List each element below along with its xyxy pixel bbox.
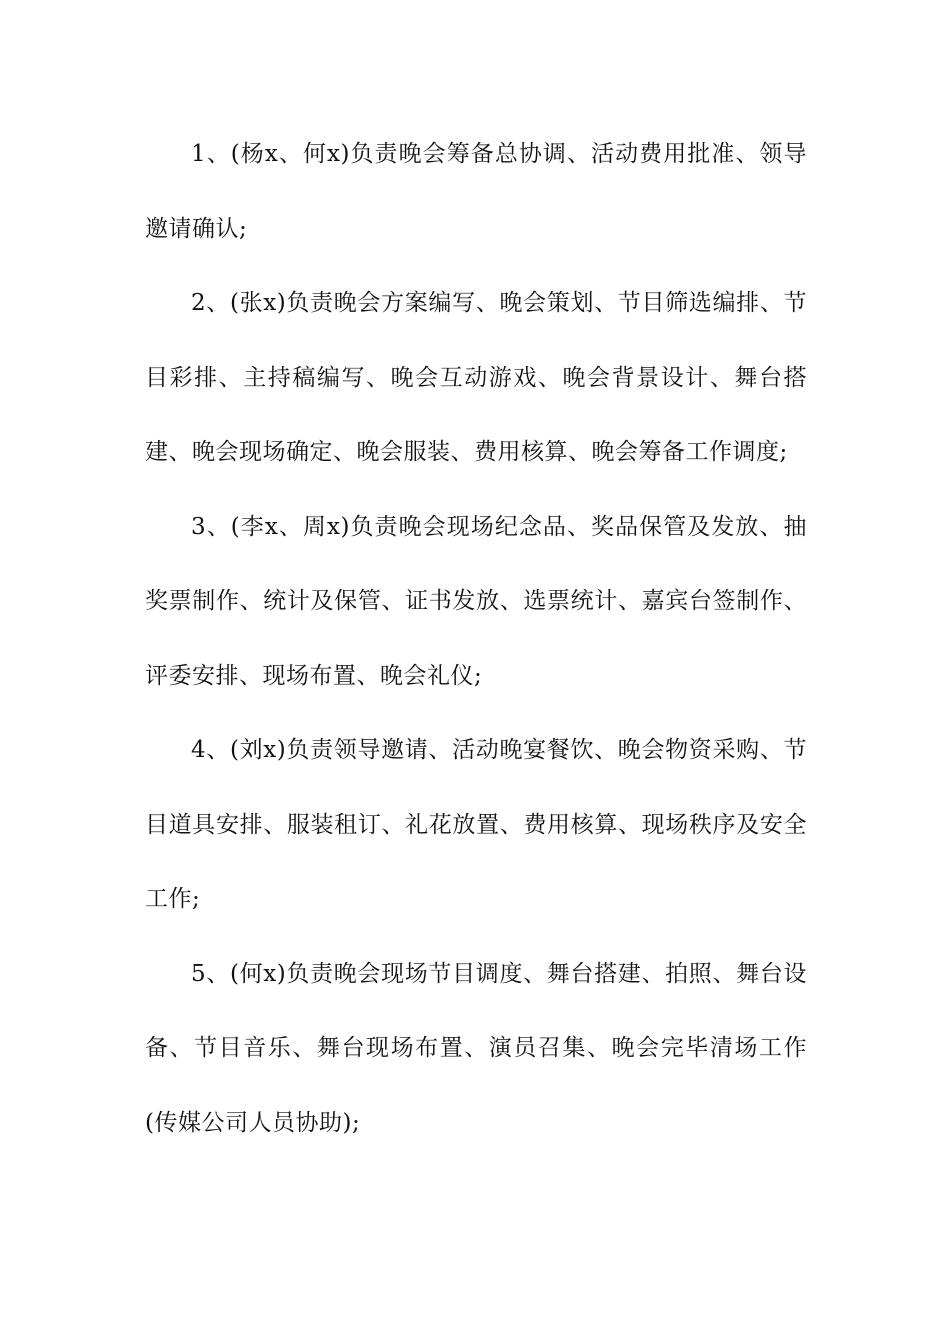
paragraph-1: 1、(杨x、何x)负责晚会筹备总协调、活动费用批准、领导邀请确认;	[145, 141, 807, 242]
paragraph-4: 4、(刘x)负责领导邀请、活动晚宴餐饮、晚会物资采购、节目道具安排、服装租订、礼花放置、费用核算、现场秩序及安全工作;	[145, 737, 807, 912]
paragraph-5: 5、(何x)负责晚会现场节目调度、舞台搭建、拍照、舞台设备、节目音乐、舞台现场布置、演员召集、晚会完毕清场工作(传媒公司人员协助);	[145, 960, 807, 1136]
paragraph-2: 2、(张x)负责晚会方案编写、晚会策划、节目筛选编排、节目彩排、主持稿编写、晚会互动游戏、晚会背景设计、舞台搭建、晚会现场确定、晚会服装、费用核算、晚会筹备工作调度;	[145, 290, 807, 465]
document-body	[145, 117, 807, 1160]
paragraph-3: 3、(李x、周x)负责晚会现场纪念品、奖品保管及发放、抽奖票制作、统计及保管、证书发放、选票统计、嘉宾台签制作、评委安排、现场布置、晚会礼仪;	[145, 513, 807, 689]
